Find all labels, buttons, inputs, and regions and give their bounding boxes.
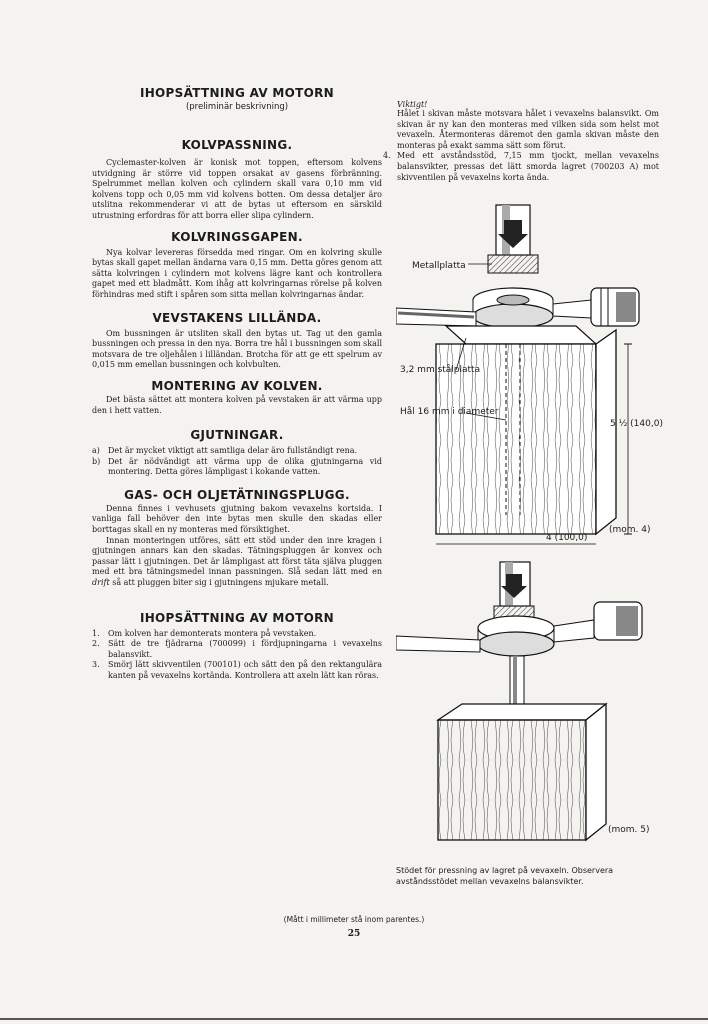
section-title-kolvringsgapen: KOLVRINGSGAPEN.	[171, 229, 303, 244]
list-item: 1. Om kolven har demonterats montera på vevstaken.	[92, 628, 317, 638]
list-item: 4. Med ett avståndsstöd, 7,15 mm tjockt, mellan vevaxelns balansvikter, pressas det lätt smorda lagret (700203 A) mot skivventilen på vevaxelns korta ända.	[383, 151, 659, 182]
paragraph-kolvpassning: Cyclemaster-kolven är konisk mot toppen, eftersom kolvens utvidgning är större vid toppen orsakat av gasens förbränning. Spelrummet mellan kolven och cylindern skall vara 0,10 mm vid kolvens topp och 0,05 mm vid kolvens botten. Om dessa detaljer äro utslitna rekommenderar vi att de bytas ut eftersom en särskild utrustning erfordras för att borra eller slipa cylindern.	[92, 158, 382, 220]
figure-mom5	[396, 562, 650, 840]
section-title-gjutningar: GJUTNINGAR.	[190, 428, 284, 443]
label-mom4: (mom. 4)	[609, 525, 651, 535]
list-assembly	[92, 629, 382, 682]
right-column	[383, 100, 659, 183]
section-title-oljetatning: GAS- OCH OLJETÄTNINGSPLUGG.	[124, 487, 350, 502]
label-width-dim: 4 (100,0)	[546, 533, 588, 543]
paragraph-oljetatning-2: Innan monteringen utföres, sätt ett stöd under den inre kragen i gjutningen annars kan den skadas. Tätningspluggen är konvex och passar lätt i gjutningen. Det är lämpligast att först täta själva pluggen med ett bra tätningsmedel innan passningen. Slå sedan lätt med en drift så att pluggen biter sig i gjutningens mjukare metall.	[92, 535, 382, 588]
label-height-dim: 5 ½ (140,0)	[610, 419, 663, 429]
list-item: 3. Smörj lätt skivventilen (700101) och sätt den på den rektangulära kanten på vevaxelns kortända. Kontrollera att axeln lätt kan röras.	[92, 660, 382, 680]
list-step-4	[383, 151, 659, 183]
section-title-montering: MONTERING AV KOLVEN.	[151, 378, 323, 393]
label-hole: Hål 16 mm i diameter	[400, 407, 499, 417]
paragraph-montering: Det bästa sättet att montera kolven på vevstaken är att värma upp den i hett vatten.	[92, 394, 382, 415]
list-item: a) Det är mycket viktigt att samtliga delar äro fullständigt rena.	[92, 446, 358, 456]
footer-note: (Mått i millimeter stå inom parentes.)	[283, 915, 425, 924]
page-number: 25	[347, 929, 361, 939]
section-title-vevstaken: VEVSTAKENS LILLÄNDA.	[152, 310, 322, 325]
paragraph-kolvringsgapen: Nya kolvar levereras försedda med ringar. Om en kolvring skulle bytas skall gapet mellan ändarna vara 0,15 mm. Detta göres genom att sätta kolvringen i cylindern mot kolvens lägre kant och kontrollera gapet med ett bladmått. Kom ihåg att kolvringarnas rörelse på kolven förhindras med stift i spåren som sitta mellan kolvringarnas ändar.	[92, 247, 382, 299]
list-gjutningar	[92, 446, 382, 478]
page-bottom-rule	[0, 1018, 708, 1020]
press-support-illustration	[396, 200, 672, 860]
paragraph-vevstaken: Om bussningen är utsliten skall den bytas ut. Tag ut den gamla bussningen och pressa in den nya. Borra tre hål i bussningen som skall motsvara de tre oljehålen i lilländan. Brotcha för att ge ett spelrum av 0,015 mm emellan bussningen och kolvbulten.	[92, 328, 382, 370]
paragraph-important: Hålet i skivan måste motsvara hålet i vevaxelns balansvikt. Om skivan är ny kan den monteras med vilken sida som helst mot vevaxeln. Återmonteras däremot den gamla skivan måste den monteras på exakt samma sätt som förut.	[397, 109, 659, 150]
label-steel-plate: 3,2 mm stålplatta	[400, 365, 481, 375]
list-item: b) Det är nödvändigt att värma upp de olika gjutningarna vid montering. Detta göres lämpligast i kokande vatten.	[92, 456, 382, 477]
section-title-assembly-2: IHOPSÄTTNING AV MOTORN	[139, 610, 335, 625]
section-subtitle: (preliminär beskrivning)	[185, 102, 289, 112]
figure-mom4	[396, 205, 663, 544]
list-item: 2. Sätt de tre fjädrarna (700099) i fördjupningarna i vevaxelns balansvikt.	[92, 639, 382, 659]
paragraph-oljetatning-1: Denna finnes i vevhusets gjutning bakom vevaxelns kortsida. I vanliga fall behöver den inte bytas men skulle den skadas eller borttagas skall en ny monteras med försiktighet.	[92, 503, 382, 535]
section-title-assembly: IHOPSÄTTNING AV MOTORN	[139, 86, 335, 100]
section-title-kolvpassning: KOLVPASSNING.	[181, 138, 293, 152]
label-metal-plate: Metallplatta	[412, 261, 466, 271]
left-column	[92, 86, 382, 682]
label-mom5: (mom. 5)	[608, 825, 650, 835]
figure-caption: Stödet för pressning av lagret på vevaxeln. Observera avståndsstödet mellan vevaxelns balansvikter.	[396, 866, 614, 886]
important-heading: Viktigt!	[397, 100, 428, 109]
